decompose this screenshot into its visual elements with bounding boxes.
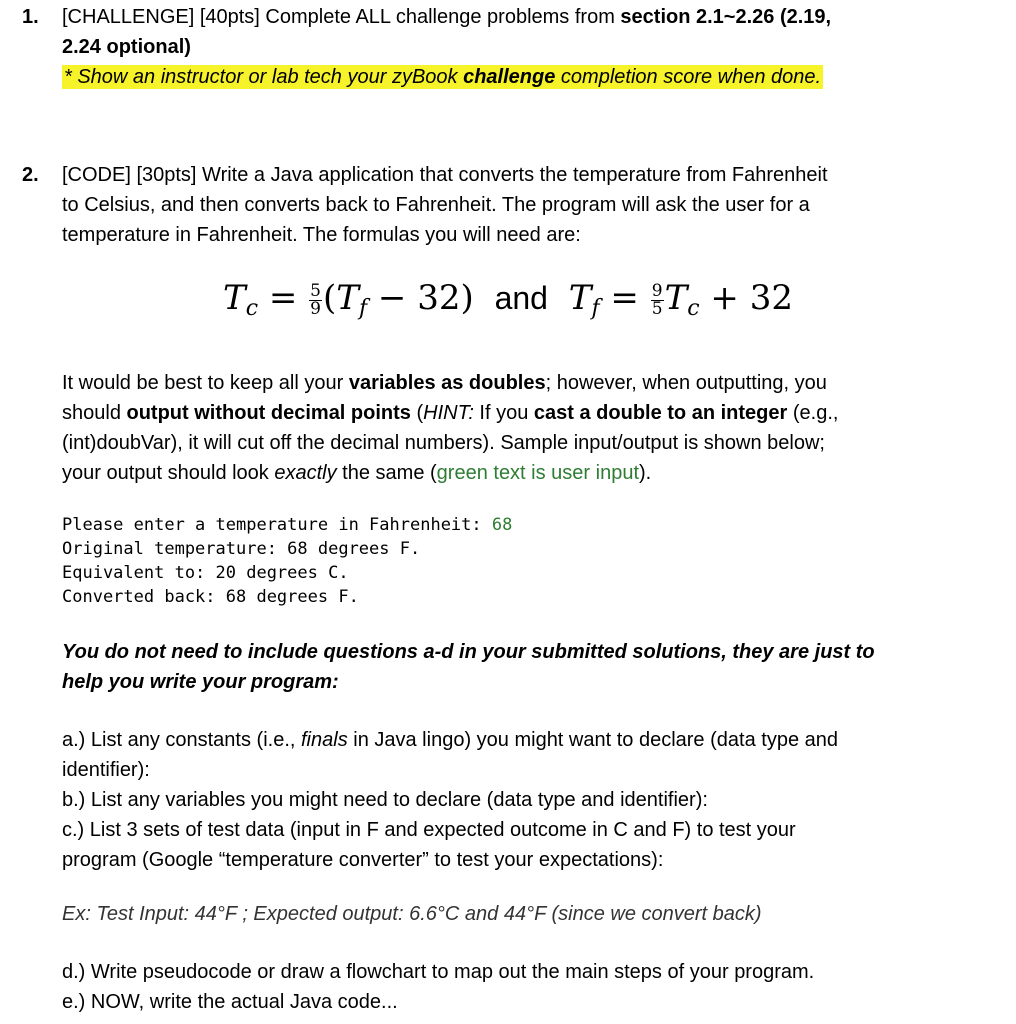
fraction-five-ninths: $\frac{5}{9}$: [310, 280, 321, 319]
formula-and: and: [494, 280, 548, 316]
question-1-optional-note: 2.24 optional): [62, 36, 191, 58]
question-2-intro-line-1: [CODE] [30pts] Write a Java application that converts the temperature from Fahrenheit: [62, 164, 828, 186]
sub-questions-a-c: [62, 725, 962, 875]
question-1: [62, 2, 962, 92]
sample-output-original: Original temperature: 68 degrees F.: [62, 539, 421, 559]
test-example: Ex: Test Input: 44°F ; Expected output: 6.6°C and 44°F (since we convert back): [62, 903, 762, 925]
question-e: e.) NOW, write the actual Java code...: [62, 991, 398, 1013]
question-b: b.) List any variables you might need to declare (data type and identifier):: [62, 789, 708, 811]
question-a-line-2: identifier):: [62, 759, 150, 781]
sample-output-block: [62, 513, 512, 609]
question-2-instructions: [62, 368, 962, 488]
question-1-number: 1.: [22, 6, 39, 28]
temperature-formulas: $T_c$ = $\frac{5}{9}$ $(T_f - 32)$ and $T_f$ = $\frac{9}{5}$ $T_c + 32$: [223, 278, 793, 321]
sample-output-prompt: Please enter a temperature in Fahrenheit: 68: [62, 515, 513, 535]
questions-note-line-2: help you write your program:: [62, 671, 339, 693]
instructions-line-3: (int)doubVar), it will cut off the decimal numbers). Sample input/output is shown below;: [62, 432, 825, 454]
sample-output-equivalent: Equivalent to: 20 degrees C.: [62, 563, 349, 583]
questions-note: [62, 637, 962, 697]
sub-questions-d-e: [62, 957, 962, 1017]
question-c-line-1: c.) List 3 sets of test data (input in F and expected outcome in C and F) to test your: [62, 819, 796, 841]
fraction-nine-fifths: $\frac{9}{5}$: [651, 280, 663, 319]
questions-note-line-1: You do not need to include questions a-d in your submitted solutions, they are just to: [62, 641, 875, 663]
question-2-intro: [62, 160, 962, 250]
question-1-section-range: section 2.1~2.26 (2.19,: [620, 6, 832, 28]
sample-user-input: 68: [491, 515, 513, 535]
question-c-line-2: program (Google “temperature converter” to test your expectations):: [62, 849, 664, 871]
question-a-line-1: a.) List any constants (i.e., finals in Java lingo) you might want to declare (data type and: [62, 729, 838, 751]
instructions-line-2: should output without decimal points (HINT: If you cast a double to an integer (e.g.,: [62, 402, 839, 424]
question-d: d.) Write pseudocode or draw a flowchart to map out the main steps of your program.: [62, 961, 815, 983]
question-2-intro-line-2: to Celsius, and then converts back to Fahrenheit. The program will ask the user for a: [62, 194, 810, 216]
sample-output-converted: Converted back: 68 degrees F.: [62, 587, 359, 607]
question-2-number: 2.: [22, 164, 39, 186]
question-1-line-1: [62, 2, 962, 32]
question-1-highlight-note: * Show an instructor or lab tech your zyBook challenge completion score when done.: [64, 66, 822, 88]
question-1-tag: [CHALLENGE] [40pts] Complete ALL challenge problems from: [62, 6, 621, 28]
instructions-line-1: It would be best to keep all your variables as doubles; however, when outputting, you: [62, 372, 827, 394]
instructions-line-4: your output should look exactly the same (green text is user input).: [62, 462, 652, 484]
question-2-intro-line-3: temperature in Fahrenheit. The formulas you will need are:: [62, 224, 581, 246]
